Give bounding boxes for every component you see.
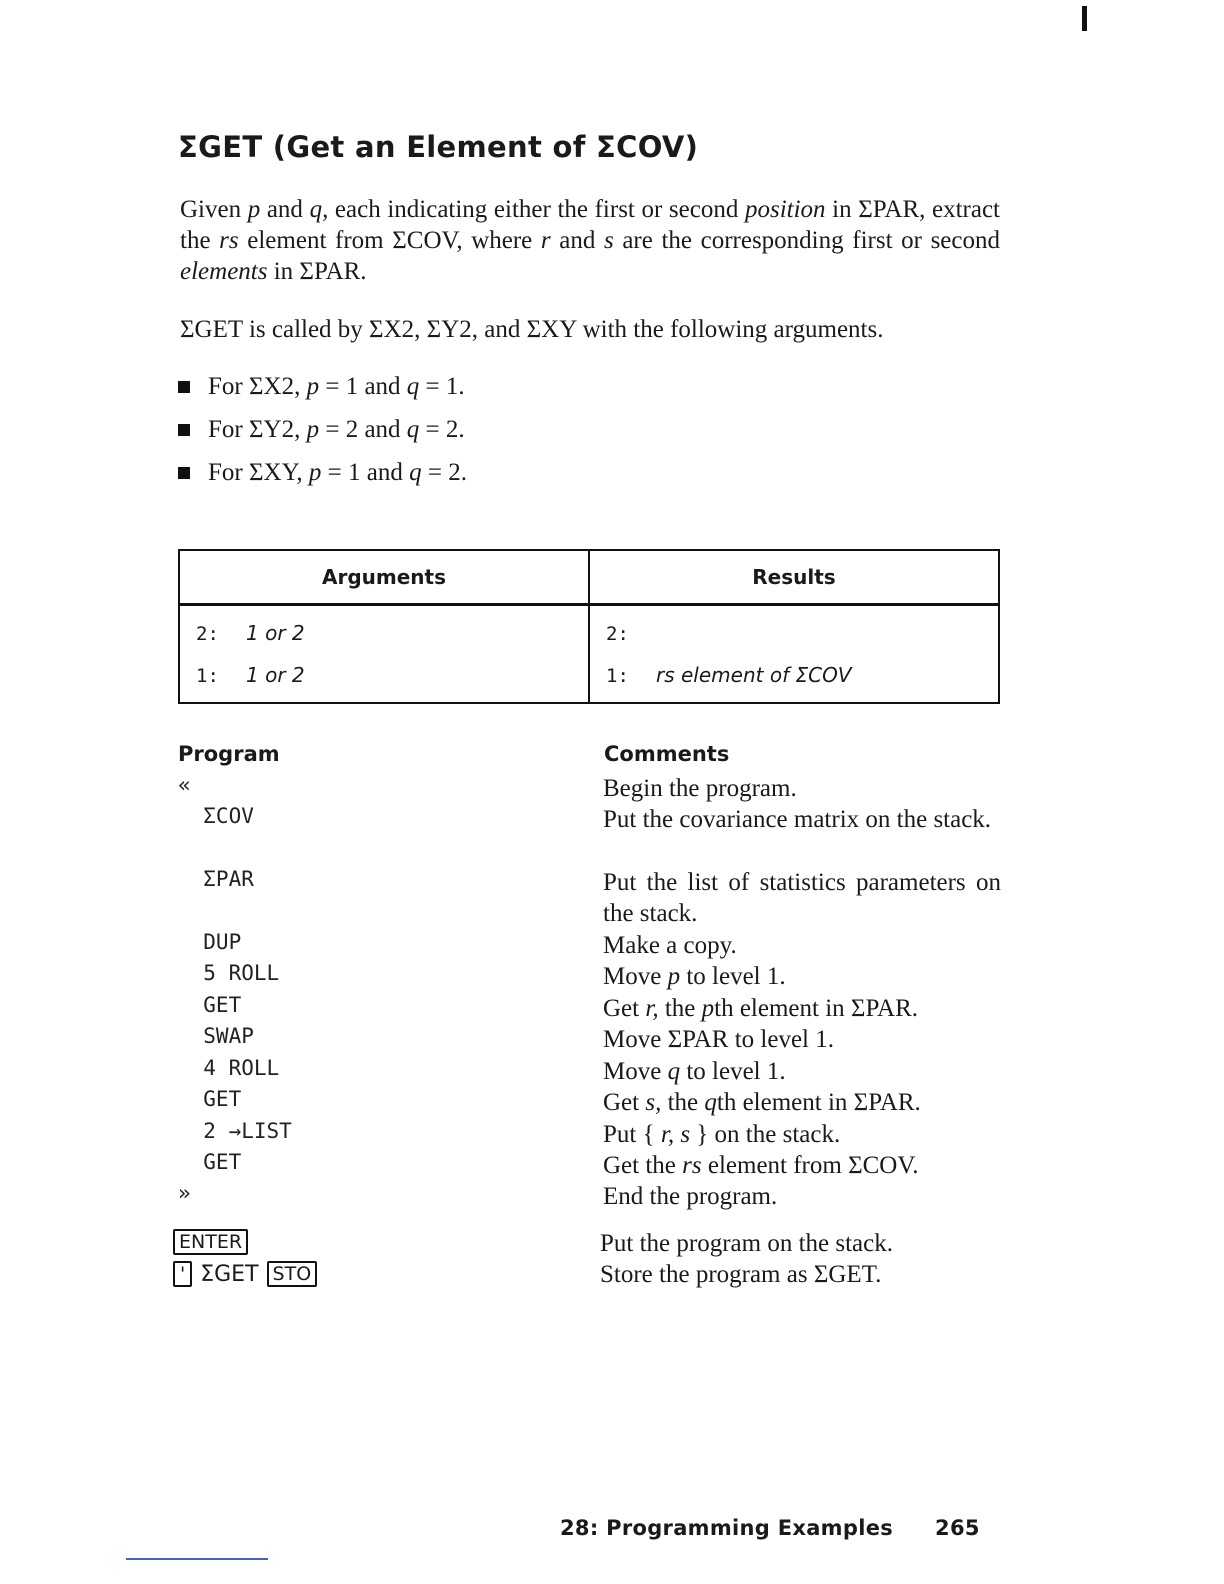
program-line: » [178,1181,191,1205]
program-line: 4 ROLL [178,1056,280,1080]
comment-line: Put the covariance matrix on the stack. [603,806,992,833]
program-line: GET [178,993,242,1017]
arguments-results-table [178,549,1000,704]
usage-paragraph: ΣGET is called by ΣX2, ΣY2, and ΣXY with the following arguments. [180,316,884,343]
table-row [179,605,999,655]
program-name: ΣGET [200,1261,259,1287]
comment-line: Store the program as ΣGET. [600,1261,882,1288]
sto-key: STO [267,1261,318,1287]
program-line: ΣCOV [178,804,254,828]
bullet-icon [178,424,190,436]
table-row [179,654,999,703]
comment-line: Begin the program. [603,775,797,802]
table-cell: 1: 1 or 2 [179,654,589,703]
quote-key: ' [173,1261,192,1287]
table-cell: 2: 1 or 2 [179,605,589,655]
keystroke-comments [600,1228,893,1290]
program-line: GET [178,1150,242,1174]
keystroke-line [173,1226,317,1258]
page-number: 265 [935,1516,980,1540]
table-header-row [179,550,999,605]
comment-line: Move p to level 1. [603,963,786,990]
page-title: ΣGET (Get an Element of ΣCOV) [178,130,699,164]
program-line: 2 →LIST [178,1119,292,1143]
bullet-icon [178,381,190,393]
program-heading: Program [178,742,280,766]
comment-line: Get s, the qth element in ΣPAR. [603,1089,921,1116]
table-cell: 2: [589,605,999,655]
program-line: SWAP [178,1024,254,1048]
program-line: DUP [178,930,242,954]
chapter-title: 28: Programming Examples [560,1516,894,1540]
footer-rule [126,1558,268,1560]
list-item: For ΣX2, p = 1 and q = 1. [178,371,467,414]
program-line: ΣPAR [178,867,254,891]
comments-heading: Comments [604,742,730,766]
comment-line: Move q to level 1. [603,1058,786,1085]
list-item: For ΣXY, p = 1 and q = 2. [178,457,467,500]
description-paragraph: Given p and q, each indicating either the first or second position in ΣPAR, extract the rs element from ΣCOV, where r and s are the corresponding first or second elements in ΣPAR. [180,196,1001,285]
table-cell: 1: rs element of ΣCOV [589,654,999,703]
keystroke-block [173,1226,317,1290]
comment-line: Move ΣPAR to level 1. [603,1026,834,1053]
page-footer [560,1516,980,1540]
comment-line: Get the rs element from ΣCOV. [603,1152,919,1179]
arguments-header: Arguments [179,550,589,605]
results-header: Results [589,550,999,605]
comment-line: Get r, the pth element in ΣPAR. [603,995,919,1022]
bullet-icon [178,467,190,479]
margin-mark [1082,6,1087,31]
comment-line: Make a copy. [603,932,737,959]
argument-list [178,371,467,500]
enter-key: ENTER [173,1229,248,1255]
comment-line: Put the list of statistics parameters on the stack. [603,869,1001,927]
comment-line: Put the program on the stack. [600,1230,893,1257]
program-line: « [178,773,191,797]
list-item: For ΣY2, p = 2 and q = 2. [178,414,467,457]
program-line: 5 ROLL [178,961,280,985]
program-line: GET [178,1087,242,1111]
keystroke-line [173,1258,317,1290]
comment-line: Put { r, s } on the stack. [603,1121,841,1148]
comment-line: End the program. [603,1183,778,1210]
